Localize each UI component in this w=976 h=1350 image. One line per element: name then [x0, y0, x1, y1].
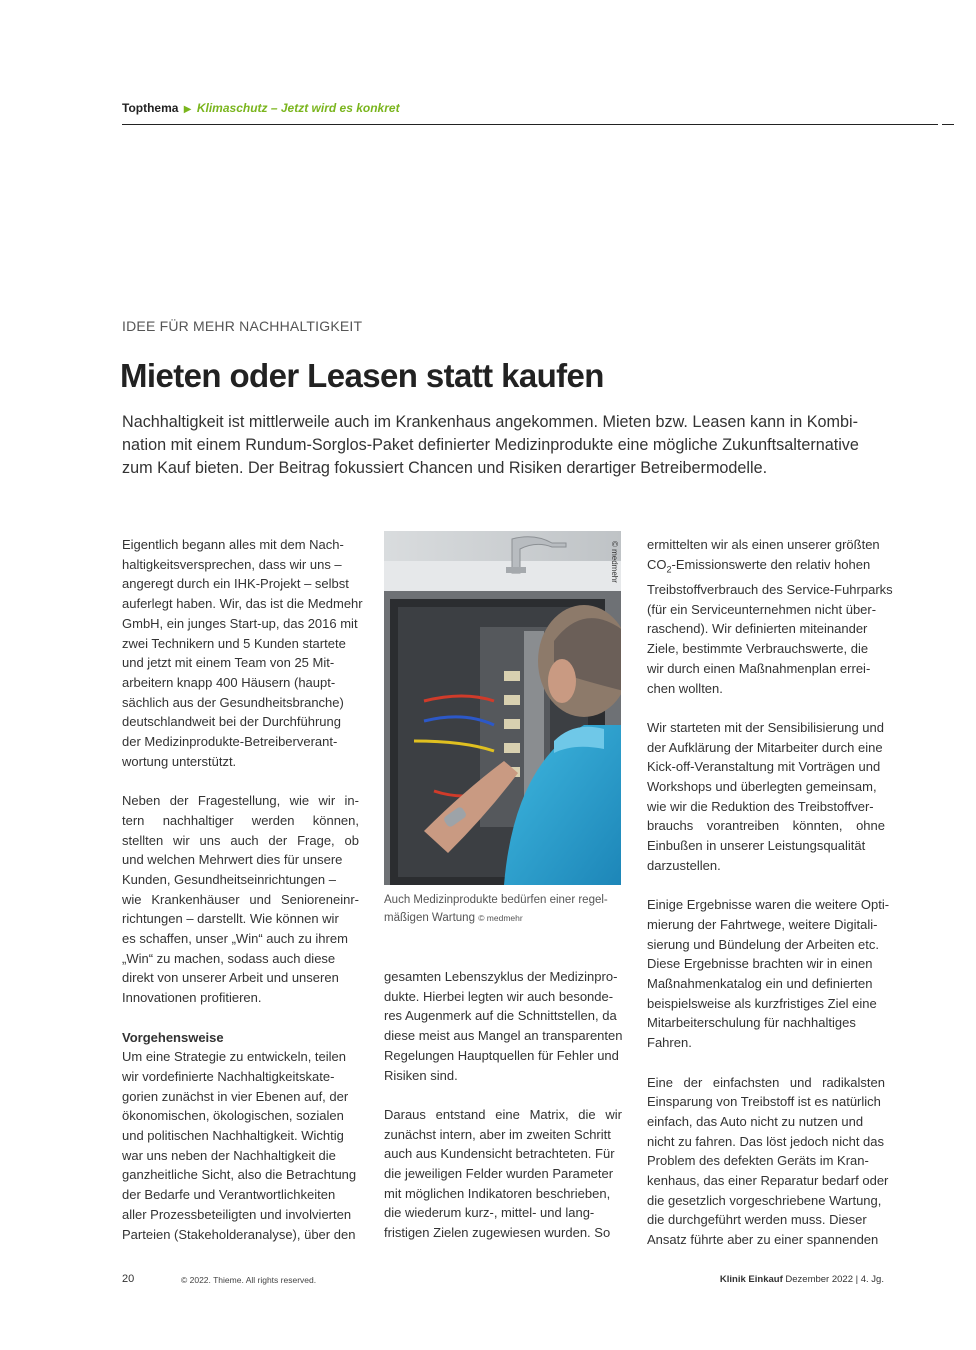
text-line: wie Krankenhäuser und Senioreneinr- [122, 891, 359, 907]
text-line: Kick-off-Veranstaltung mit Vorträgen und [647, 759, 881, 775]
text-line: sächlich aus der Gesundheitsbranche) [122, 694, 344, 710]
text-line: der Aufklärung der Mitarbeiter durch eine [647, 739, 883, 755]
text-line: Mitarbeiterschulung für nachhaltiges [647, 1015, 856, 1031]
text-line: fristigen Zielen zugewiesen wurden. So [384, 1225, 611, 1241]
text-line: zunächst intern, aber im zweiten Schritt [384, 1126, 611, 1142]
paragraph [122, 535, 363, 771]
text-line: die wiederum kurz-, mittel- und lang- [384, 1205, 595, 1221]
text-line: angeregt durch ein IHK-Projekt – selbst [122, 576, 349, 592]
issue-date: Dezember 2022 [785, 1274, 853, 1285]
article-title: Mieten oder Leasen statt kaufen [120, 357, 604, 394]
text-line: tern nachhaltiger werden können, [122, 812, 359, 828]
text-line: die gesetzlich vorgeschriebene Wartung, [647, 1192, 882, 1208]
text-line: Um eine Strategie zu entwickeln, teilen [122, 1049, 347, 1065]
text-line: Fahren. [647, 1035, 692, 1051]
lead-line: nation mit einem Rundum-Sorglos-Paket definierter Medizinprodukte eine mögliche Zukunftsalternative [122, 435, 859, 454]
article-lead [122, 411, 892, 479]
text-line: „Win“ zu machen, sodass auch diese [122, 950, 336, 966]
text-line: und jetzt mit einem Team von 25 Mit- [122, 655, 335, 671]
text-line: Kunden, Gesundheitseinrichtungen – [122, 871, 336, 887]
caption-credit: © medmehr [478, 913, 523, 923]
text-line: Parteien (Stakeholderanalyse), über den [122, 1226, 356, 1242]
caption-text: mäßigen Wartung [384, 912, 475, 924]
text-line: Problem des defekten Geräts im Kran- [647, 1153, 869, 1169]
text-line: auch aus Kundensicht betrachteten. Für [384, 1146, 615, 1162]
text-line: ökonomischen, ökologischen, sozialen [122, 1108, 344, 1124]
text-line: wortung unterstützt. [122, 753, 237, 769]
header-arrow-icon: ▶ [183, 104, 192, 115]
text-line: der Medizinprodukte-Betreiberverant- [122, 734, 338, 750]
text-line: Workshops und überlegten gemeinsam, [647, 779, 877, 795]
header-topic: Klimaschutz – Jetzt wird es konkret [196, 101, 400, 115]
text-column-2 [384, 967, 622, 1243]
text-line: gorien zunächst in vier Ebenen auf, der [122, 1088, 349, 1104]
caption-line [384, 909, 608, 927]
text-line: zwei Technikern und 5 Kunden startete [122, 635, 346, 651]
paragraph [647, 535, 893, 698]
text-line: Ziele, bestimmte Verbrauchswerte, die [647, 641, 869, 657]
text-line: wir durch einen Maßnahmenplan errei- [647, 660, 871, 676]
caption-line: Auch Medizinprodukte bedürfen einer regel- [384, 894, 608, 906]
text-line: einfach, das Auto nicht zu nutzen und [647, 1113, 864, 1129]
page-number: 20 [122, 1273, 135, 1285]
volume: 4. Jg. [860, 1274, 884, 1285]
text-line: und politischen Nachhaltigkeit. Wichtig [122, 1128, 344, 1144]
lead-line: zum Kauf bieten. Der Beitrag fokussiert Chancen und Risiken derartiger Betreibermodelle. [122, 458, 768, 477]
text-line: Einsparung von Treibstoff ist es natürlich [647, 1094, 881, 1110]
text-line: dukte. Hierbei legten wir auch besonde- [384, 988, 614, 1004]
text-line: beispielsweise als kurzfristiges Ziel eine [647, 995, 877, 1011]
paragraph [647, 718, 885, 876]
text-line: aller Prozessbeteiligten und involvierten [122, 1206, 352, 1222]
text-line: Risiken sind. [384, 1067, 458, 1083]
text-line: Ansatz führte aber zu einer spannenden [647, 1232, 879, 1248]
text-line: richtungen – darstellt. Wie können wir [122, 911, 339, 927]
text-line: direkt von unserer Arbeit und unseren [122, 970, 339, 986]
co2-subscript: 2 [666, 564, 672, 575]
text-line: war uns neben der Nachhaltigkeit die [122, 1147, 336, 1163]
text-line: kenhaus, das einer Reparatur bedarf oder [647, 1173, 889, 1189]
article-kicker: IDEE FÜR MEHR NACHHALTIGKEIT [122, 318, 363, 334]
text-line: und welchen Mehrwert dies für unsere [122, 852, 343, 868]
text-line: Diese Ergebnisse brachten wir in einen [647, 956, 873, 972]
magazine-name: Klinik Einkauf [719, 1274, 783, 1285]
text-line: mit möglichen Indikatoren beschrieben, [384, 1185, 611, 1201]
text-line: der Bedarfe und Verantwortlichkeiten [122, 1187, 336, 1203]
text-line: Neben der Fragestellung, wie wir in- [122, 793, 359, 809]
text-line [647, 555, 885, 580]
copyright-notice: © 2022. Thieme. All rights reserved. [181, 1275, 317, 1285]
text-line: Einige Ergebnisse waren die weitere Opti- [647, 897, 890, 913]
issue-info [720, 1274, 884, 1285]
photo-illustration [384, 531, 621, 885]
technician-photo [384, 531, 621, 885]
text-line: nicht zu fahren. Das löst jedoch nicht das [647, 1133, 885, 1149]
text-line: (für ein Serviceunternehmen nicht über- [647, 601, 877, 617]
text-line: ganzheitliche Sicht, also die Betrachtung [122, 1167, 357, 1183]
text-line: raschend). Wir definierten miteinander [647, 621, 868, 637]
text-line: sierung und Bündelung der Arbeiten etc. [647, 936, 880, 952]
separator: | [855, 1274, 859, 1285]
paragraph [122, 1047, 359, 1244]
text-line: wir vordefinierte Nachhaltigkeitskate- [122, 1068, 335, 1084]
text-column-3 [647, 535, 893, 1250]
text-line: gesamten Lebenszyklus der Medizinpro- [384, 969, 618, 984]
text-line: haltigkeitsversprechen, dass wir uns – [122, 556, 342, 572]
text-line: deutschlandweit bei der Durchführung [122, 714, 341, 730]
text-line: die jeweiligen Felder wurden Parameter [384, 1166, 614, 1182]
header-section: Topthema [122, 101, 179, 115]
header-rule [122, 124, 938, 125]
text-line: diese meist aus Mangel an transparenten [384, 1028, 623, 1044]
text-line: Treibstoffverbrauch des Service-Fuhrparks [647, 582, 893, 597]
paragraph [647, 895, 890, 1053]
text-line: darzustellen. [647, 857, 721, 873]
text-line: stellten wir uns auch der Frage, ob [122, 832, 359, 848]
text-line: mierung der Fahrtwege, weitere Digitali- [647, 916, 878, 932]
text-line: Wir starteten mit der Sensibilisierung und [647, 719, 884, 735]
paragraph [384, 967, 622, 1085]
text-line: Eigentlich begann alles mit dem Nach- [122, 537, 344, 552]
text-fragment: -Emissionswerte den relativ hohen [671, 556, 871, 572]
text-line: Maßnahmenkatalog ein und definierten [647, 976, 873, 992]
text-line: auferlegt haben. Wir, das ist die Medmehr [122, 596, 363, 612]
text-line: Regelungen Hauptquellen für Fehler und [384, 1047, 619, 1063]
running-header [122, 101, 400, 115]
text-line: GmbH, ein junges Start-up, das 2016 mit [122, 615, 358, 631]
paragraph [384, 1105, 622, 1243]
co2-text: CO [647, 556, 667, 572]
lead-line: Nachhaltigkeit ist mittlerweile auch im Krankenhaus angekommen. Mieten bzw. Leasen kann in Kombi- [122, 413, 859, 431]
header-rule-end [942, 124, 954, 125]
photo-credit-vertical: © medmehr [610, 541, 619, 583]
text-line: Innovationen profitieren. [122, 990, 262, 1006]
text-line: brauchs vorantreiben könnten, ohne [647, 818, 885, 834]
text-line: es schaffen, unser „Win“ auch zu ihrem [122, 931, 348, 947]
text-line: wie wir die Reduktion des Treibstoffver- [647, 798, 874, 814]
paragraph [647, 1073, 889, 1250]
text-line: arbeitern knapp 400 Häusern (haupt- [122, 674, 336, 690]
text-column-1 [122, 535, 363, 1244]
text-line: Eine der einfachsten und radikalsten [647, 1074, 885, 1090]
text-line: die durchgeführt werden muss. Dieser [647, 1212, 867, 1228]
text-line: chen wollten. [647, 680, 723, 696]
text-line: res Augenmerk auf die Schnittstellen, da [384, 1008, 617, 1024]
subheading: Vorgehensweise [122, 1029, 224, 1045]
text-line: Daraus entstand eine Matrix, die wir [384, 1106, 622, 1122]
figure-caption [384, 891, 608, 927]
text-line: Einbußen in unserer Leistungsqualität [647, 838, 866, 854]
paragraph [122, 791, 359, 1008]
text-line: ermittelten wir als einen unserer größten [647, 537, 880, 552]
